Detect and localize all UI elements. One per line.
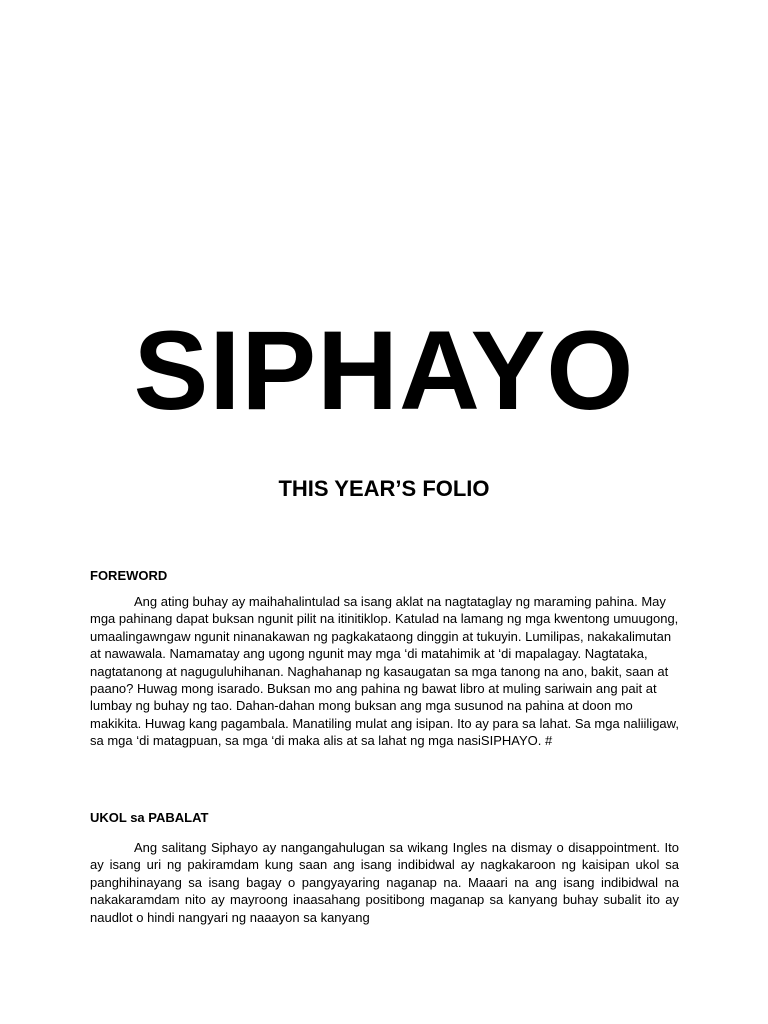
ukol-sa-pabalat-section: [90, 809, 679, 926]
ukol-sa-pabalat-heading: UKOL sa PABALAT: [90, 810, 209, 825]
foreword-heading: FOREWORD: [90, 568, 168, 583]
ukol-sa-pabalat-body: Ang salitang Siphayo ay nangangahulugan sa wikang Ingles na dismay o disappointment. Ito ay isang uri ng pakiramdam kung saan ang isang indibidwal ay nagkakaroon ng kaisipan ukol sa panghihinayang sa isang bagay o pangyayaring naganap na. Maaari na ang isang indibidwal na nakakaramdam nito ay mayroong inaasahang positibong maganap sa kanyang buhay subalit ito ay naudlot o hindi nangyari ng naaayon sa kanyang: [90, 840, 679, 925]
foreword-section: [90, 567, 679, 750]
subtitle: THIS YEAR’S FOLIO: [278, 476, 490, 501]
foreword-body: Ang ating buhay ay maihahalintulad sa isang aklat na nagtataglay ng maraming pahina. May mga pahinang dapat buksan ngunit pilit na itinitiklop. Katulad na lamang ng mga kwentong umuugong, umaalingawngaw ngunit ninanakawan ng pagkakataong dinggin at tukuyin. Lumilipas, nakakalimutan at nawawala. Namamatay ang ugong ngunit may mga ‘di matahimik at ‘di mapalagay. Nagtataka, nagtatanong at naguguluhihanan. Naghahanap ng kasaugatan sa mga tanong na ano, bakit, saan at paano? Huwag mong isarado. Buksan mo ang pahina ng bawat libro at muling sariwain ang pait at lumbay ng buhay ng tao. Dahan-dahan mong buksan ang mga susunod na pahina at doon mo makikita. Huwag kang pagambala. Manatiling mulat ang isipan. Ito ay para sa lahat. Sa mga naliiligaw, sa mga ‘di matagpuan, sa mga ‘di maka alis at sa lahat ng mga nasiSIPHAYO. #: [90, 594, 679, 749]
main-title: SIPHAYO: [133, 308, 635, 433]
